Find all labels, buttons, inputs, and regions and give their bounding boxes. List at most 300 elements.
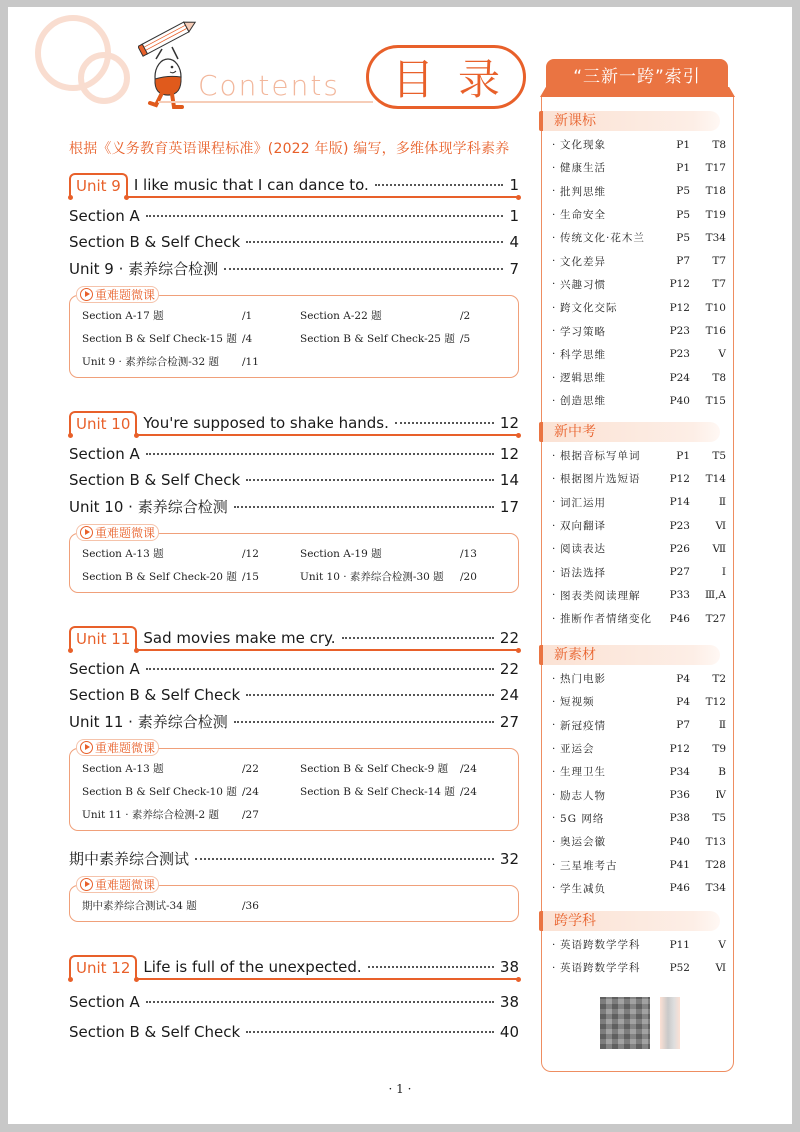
index-item-page: P23 <box>669 348 690 361</box>
unit-tag: Unit 9 <box>69 173 128 197</box>
index-item-name: 双向翻译 <box>560 520 606 533</box>
index-item[interactable] <box>552 444 726 467</box>
page-ref: 4 <box>509 233 519 251</box>
index-item-page: P4 <box>676 695 690 708</box>
index-item-task: T5 <box>712 449 726 462</box>
dot-leader <box>146 668 494 670</box>
bullet-icon: · <box>552 472 556 485</box>
index-item-page: P5 <box>676 185 690 198</box>
index-item-task: T27 <box>705 612 726 625</box>
unit-heading[interactable] <box>69 407 519 435</box>
entry-label: Section B & Self Check <box>69 1023 241 1041</box>
weike-item[interactable] <box>82 757 290 780</box>
page-ref: 12 <box>499 445 519 463</box>
weike-question: Section B & Self Check-20 题 <box>82 571 237 583</box>
dot-leader <box>195 858 494 860</box>
toc-entry[interactable] <box>69 441 519 467</box>
page-title <box>366 45 526 109</box>
page-ref: 17 <box>499 497 519 516</box>
pencil-mascot-icon <box>138 19 200 111</box>
index-item-name: 励志人物 <box>560 789 606 802</box>
toc-entry[interactable] <box>69 203 519 229</box>
bullet-icon: · <box>552 765 556 778</box>
page-ref: 12 <box>499 414 519 432</box>
index-item-task: T8 <box>712 371 726 384</box>
weike-page: /20 <box>460 570 477 583</box>
sidebar-title: “三新一跨”索引 <box>546 59 728 89</box>
page-ref: 32 <box>499 849 519 868</box>
weike-question: Section A-17 题 <box>82 310 164 322</box>
index-item-task: Ⅱ <box>718 719 726 732</box>
weike-title <box>76 739 159 756</box>
index-item[interactable] <box>552 180 726 203</box>
index-item-task: Ⅳ <box>715 789 726 802</box>
index-item-task: Ⅴ <box>718 938 726 951</box>
index-item-page: P46 <box>669 612 690 625</box>
toc-entry[interactable] <box>69 987 519 1017</box>
index-item-name: 健康生活 <box>560 162 606 175</box>
weike-question: Section A-22 题 <box>300 310 382 322</box>
weike-question: Unit 10 · 素养综合检测-30 题 <box>300 571 444 583</box>
page-ref: 27 <box>499 712 519 731</box>
index-item-name: 科学思维 <box>560 348 606 361</box>
weike-box <box>69 878 519 922</box>
dot-leader <box>246 694 494 696</box>
page-number: · 1 · <box>388 1082 412 1096</box>
index-item[interactable] <box>552 956 726 979</box>
index-item-task: Ⅰ <box>721 566 726 579</box>
index-item-name: 词汇运用 <box>560 496 606 509</box>
weike-item[interactable] <box>300 565 508 588</box>
weike-item[interactable] <box>300 757 508 780</box>
dot-leader <box>246 1031 494 1033</box>
index-item[interactable] <box>552 133 726 156</box>
index-item-name: 生命安全 <box>560 209 606 222</box>
entry-label: Section A <box>69 445 140 463</box>
unit-title: Life is full of the unexpected. <box>143 958 362 976</box>
weike-item[interactable] <box>300 327 508 350</box>
toc-entry[interactable] <box>69 845 519 871</box>
weike-item[interactable] <box>300 780 508 803</box>
sidebar-category: 跨学科 <box>542 911 720 931</box>
bullet-icon: · <box>552 672 556 685</box>
entry-label: Section B & Self Check <box>69 471 241 489</box>
toc-unit-11 <box>69 622 519 831</box>
qr-code-label-icon <box>660 997 680 1049</box>
index-item[interactable] <box>552 737 726 760</box>
index-item[interactable] <box>552 807 726 830</box>
index-item[interactable] <box>552 203 726 226</box>
weike-question: Section B & Self Check-14 题 <box>300 786 455 798</box>
bullet-icon: · <box>552 859 556 872</box>
qr-code-icon[interactable] <box>600 997 650 1049</box>
index-item-name: 兴趣习惯 <box>560 278 606 291</box>
index-item-task: T18 <box>705 185 726 198</box>
index-item-page: P5 <box>676 208 690 221</box>
weike-title <box>76 286 159 303</box>
entry-label: Section B & Self Check <box>69 686 241 704</box>
page-ref: 1 <box>509 207 519 225</box>
index-item[interactable] <box>552 607 726 630</box>
index-item-page: P23 <box>669 325 690 338</box>
bullet-icon: · <box>552 449 556 462</box>
index-item[interactable] <box>552 690 726 713</box>
weike-page: /27 <box>242 808 259 821</box>
index-item[interactable] <box>552 783 726 806</box>
index-item[interactable] <box>552 366 726 389</box>
unit-tag: Unit 12 <box>69 955 137 979</box>
page-ref: 14 <box>499 471 519 489</box>
index-item-task: T2 <box>712 672 726 685</box>
entry-label: Unit 10 · 素养综合检测 <box>69 497 228 516</box>
index-item-name: 英语跨数学学科 <box>560 939 641 952</box>
sidebar-list <box>552 667 726 900</box>
weike-item[interactable] <box>82 542 290 565</box>
play-icon <box>80 526 93 539</box>
entry-label: Unit 11 · 素养综合检测 <box>69 712 228 731</box>
weike-question: Section B & Self Check-9 题 <box>300 763 449 775</box>
index-item-task: T7 <box>712 255 726 268</box>
index-item-task: T14 <box>705 472 726 485</box>
page-ref: 24 <box>499 686 519 704</box>
index-item[interactable] <box>552 933 726 956</box>
toc-entry[interactable] <box>69 682 519 708</box>
weike-page: /24 <box>242 785 259 798</box>
index-item-task: T15 <box>705 394 726 407</box>
page-ref: 40 <box>499 1023 519 1041</box>
index-item-task: T34 <box>705 882 726 895</box>
index-item[interactable] <box>552 714 726 737</box>
index-item-page: P7 <box>676 255 690 268</box>
weike-box <box>69 741 519 831</box>
bullet-icon: · <box>552 542 556 555</box>
weike-title-text: 重难题微课 <box>95 526 156 540</box>
index-item[interactable] <box>552 667 726 690</box>
unit-title: Sad movies make me cry. <box>143 629 336 647</box>
dot-leader <box>246 479 494 481</box>
dot-leader <box>342 637 494 639</box>
index-item-page: P23 <box>669 519 690 532</box>
index-item-page: P24 <box>669 371 690 384</box>
index-item-page: P40 <box>669 394 690 407</box>
index-item-name: 生理卫生 <box>560 766 606 779</box>
index-item[interactable] <box>552 560 726 583</box>
index-item[interactable] <box>552 853 726 876</box>
bullet-icon: · <box>552 138 556 151</box>
index-item-page: P1 <box>676 161 690 174</box>
bullet-icon: · <box>552 961 556 974</box>
toc-entry[interactable] <box>69 229 519 255</box>
weike-page: /24 <box>460 762 477 775</box>
index-item-task: T17 <box>705 161 726 174</box>
index-item-page: P1 <box>676 138 690 151</box>
weike-box <box>69 526 519 593</box>
weike-item[interactable] <box>82 327 290 350</box>
weike-title-text: 重难题微课 <box>95 878 156 892</box>
toc-entry[interactable] <box>69 255 519 281</box>
weike-title <box>76 524 159 541</box>
index-item-name: 根据图片选短语 <box>560 473 641 486</box>
index-item-name: 英语跨数学学科 <box>560 962 641 975</box>
toc-entry[interactable] <box>69 656 519 682</box>
index-item-page: P36 <box>669 789 690 802</box>
index-item-page: P12 <box>669 472 690 485</box>
bullet-icon: · <box>552 938 556 951</box>
weike-page: /11 <box>242 355 259 368</box>
index-item-task: T34 <box>705 231 726 244</box>
index-item[interactable] <box>552 296 726 319</box>
index-item[interactable] <box>552 491 726 514</box>
weike-page: /12 <box>242 547 259 560</box>
weike-page: /5 <box>460 332 471 345</box>
dot-leader <box>224 268 503 270</box>
index-item-name: 推断作者情绪变化 <box>560 613 652 626</box>
weike-title-text: 重难题微课 <box>95 288 156 302</box>
sidebar-tab-base <box>540 87 735 97</box>
index-item-name: 阅读表达 <box>560 543 606 556</box>
index-item-page: P34 <box>669 765 690 778</box>
bullet-icon: · <box>552 185 556 198</box>
dot-leader <box>234 506 494 508</box>
index-item-name: 亚运会 <box>560 743 595 756</box>
index-item[interactable] <box>552 343 726 366</box>
unit-underline <box>137 434 519 436</box>
unit-underline <box>137 649 519 651</box>
unit-heading[interactable] <box>69 951 519 979</box>
weike-page: /15 <box>242 570 259 583</box>
toc-entry[interactable] <box>69 1017 519 1047</box>
index-item-task: T12 <box>705 695 726 708</box>
index-item-name: 新冠疫情 <box>560 719 606 732</box>
weike-page: /4 <box>242 332 253 345</box>
weike-item[interactable] <box>300 304 508 327</box>
index-item[interactable] <box>552 877 726 900</box>
index-item[interactable] <box>552 537 726 560</box>
play-icon <box>80 878 93 891</box>
entry-label: Section A <box>69 993 140 1011</box>
index-item-task: T8 <box>712 138 726 151</box>
unit-heading[interactable] <box>69 622 519 650</box>
index-item-page: P46 <box>669 882 690 895</box>
contents-word: Contents <box>198 69 340 102</box>
weike-question: Section B & Self Check-10 题 <box>82 786 237 798</box>
dot-leader <box>375 184 504 186</box>
index-item-name: 5G 网络 <box>560 812 605 825</box>
index-item[interactable] <box>552 514 726 537</box>
unit-underline <box>128 196 519 198</box>
bullet-icon: · <box>552 371 556 384</box>
index-item-name: 热门电影 <box>560 673 606 686</box>
weike-item[interactable] <box>82 894 290 917</box>
index-item-name: 文化现象 <box>560 139 606 152</box>
index-item-task: Ⅴ <box>718 348 726 361</box>
bullet-icon: · <box>552 612 556 625</box>
weike-question: 期中素养综合测试-34 题 <box>82 900 197 912</box>
index-item-name: 传统文化·花木兰 <box>560 232 645 245</box>
index-item-page: P41 <box>669 859 690 872</box>
index-item-name: 逻辑思维 <box>560 372 606 385</box>
weike-question: Section B & Self Check-25 题 <box>300 333 455 345</box>
toc-entry[interactable] <box>69 493 519 519</box>
entry-label: Section A <box>69 660 140 678</box>
index-sidebar <box>541 97 734 1072</box>
weike-page: /1 <box>242 309 253 322</box>
weike-page: /36 <box>242 899 259 912</box>
page-ref: 22 <box>499 660 519 678</box>
dot-leader <box>234 721 494 723</box>
index-item-task: T28 <box>705 859 726 872</box>
weike-item[interactable] <box>82 565 290 588</box>
index-item-page: P5 <box>676 231 690 244</box>
bullet-icon: · <box>552 496 556 509</box>
index-item-page: P38 <box>669 812 690 825</box>
page-ref: 38 <box>499 958 519 976</box>
index-item-name: 语法选择 <box>560 566 606 579</box>
weike-question: Section A-13 题 <box>82 763 164 775</box>
index-item-page: P4 <box>676 672 690 685</box>
unit-title: You're supposed to shake hands. <box>143 414 389 432</box>
entry-label: Section A <box>69 207 140 225</box>
toc-entry[interactable] <box>69 467 519 493</box>
index-item-name: 学生减负 <box>560 882 606 895</box>
bullet-icon: · <box>552 231 556 244</box>
index-item-page: P11 <box>669 938 690 951</box>
weike-box <box>69 288 519 378</box>
unit-heading[interactable] <box>69 169 519 197</box>
index-item-task: Ⅶ <box>712 542 726 555</box>
index-item-page: P7 <box>676 719 690 732</box>
index-item-name: 批判思维 <box>560 185 606 198</box>
page-subtitle: 根据《义务教育英语课程标准》(2022 年版) 编写，多维体现学科素养 <box>69 141 510 157</box>
index-item[interactable] <box>552 156 726 179</box>
index-item-page: P14 <box>669 496 690 509</box>
weike-question: Unit 11 · 素养综合检测-2 题 <box>82 809 219 821</box>
weike-page: /13 <box>460 547 477 560</box>
index-item-task: B <box>718 765 726 778</box>
bullet-icon: · <box>552 742 556 755</box>
index-item-page: P33 <box>669 589 690 602</box>
bullet-icon: · <box>552 325 556 338</box>
weike-page: /2 <box>460 309 471 322</box>
index-item-page: P1 <box>676 449 690 462</box>
sidebar-category: 新素材 <box>542 645 720 665</box>
index-item-task: T5 <box>712 812 726 825</box>
index-item-name: 三星堆考古 <box>560 859 618 872</box>
weike-question: Unit 9 · 素养综合检测-32 题 <box>82 356 219 368</box>
index-item-task: T10 <box>705 301 726 314</box>
entry-label: Section B & Self Check <box>69 233 241 251</box>
unit-tag: Unit 11 <box>69 626 137 650</box>
page-title-char: 目 <box>391 55 434 104</box>
bullet-icon: · <box>552 589 556 602</box>
weike-item[interactable] <box>82 780 290 803</box>
index-item-page: P12 <box>669 278 690 291</box>
bullet-icon: · <box>552 348 556 361</box>
index-item[interactable] <box>552 830 726 853</box>
decorative-circle-small <box>78 52 130 104</box>
weike-item[interactable] <box>82 350 290 373</box>
index-item-name: 根据音标写单词 <box>560 450 641 463</box>
index-item-task: T19 <box>705 208 726 221</box>
index-item[interactable] <box>552 584 726 607</box>
index-item[interactable] <box>552 319 726 342</box>
index-item-name: 创造思维 <box>560 395 606 408</box>
bullet-icon: · <box>552 301 556 314</box>
unit-underline <box>137 978 519 980</box>
index-item[interactable] <box>552 760 726 783</box>
bullet-icon: · <box>552 394 556 407</box>
weike-page: /22 <box>242 762 259 775</box>
weike-question: Section A-19 题 <box>300 548 382 560</box>
sidebar-category: 新中考 <box>542 422 720 442</box>
index-item[interactable] <box>552 389 726 412</box>
unit-title: I like music that I can dance to. <box>133 176 369 194</box>
page-ref: 22 <box>499 629 519 647</box>
index-item-page: P26 <box>669 542 690 555</box>
weike-question: Section B & Self Check-15 题 <box>82 333 237 345</box>
dot-leader <box>246 241 503 243</box>
bullet-icon: · <box>552 789 556 802</box>
bullet-icon: · <box>552 812 556 825</box>
index-item-task: T16 <box>705 325 726 338</box>
entry-label: Unit 9 · 素养综合检测 <box>69 259 219 278</box>
index-item-task: Ⅵ <box>715 519 726 532</box>
bullet-icon: · <box>552 566 556 579</box>
index-item-name: 学习策略 <box>560 325 606 338</box>
document-page <box>8 7 792 1124</box>
weike-item[interactable] <box>82 803 290 826</box>
index-item-page: P12 <box>669 742 690 755</box>
toc-midterm <box>69 845 519 922</box>
index-item-task: Ⅲ,A <box>704 589 726 602</box>
dot-leader <box>395 422 494 424</box>
play-icon <box>80 741 93 754</box>
weike-item[interactable] <box>300 542 508 565</box>
index-item-name: 跨文化交际 <box>560 302 618 315</box>
weike-item[interactable] <box>82 304 290 327</box>
index-item[interactable] <box>552 226 726 249</box>
index-item-page: P52 <box>669 961 690 974</box>
page-title-char: 录 <box>458 55 501 104</box>
bullet-icon: · <box>552 695 556 708</box>
page-ref: 1 <box>509 176 519 194</box>
unit-tag: Unit 10 <box>69 411 137 435</box>
bullet-icon: · <box>552 278 556 291</box>
dot-leader <box>368 966 494 968</box>
index-item-page: P27 <box>669 566 690 579</box>
page-ref: 7 <box>509 259 519 278</box>
dot-leader <box>146 453 494 455</box>
sidebar-category: 新课标 <box>542 111 720 131</box>
index-item-page: P40 <box>669 835 690 848</box>
dot-leader <box>146 215 504 217</box>
sidebar-list <box>552 933 726 980</box>
index-item[interactable] <box>552 467 726 490</box>
toc-unit-9 <box>69 169 519 378</box>
index-item-name: 短视频 <box>560 696 595 709</box>
bullet-icon: · <box>552 161 556 174</box>
toc-entry[interactable] <box>69 708 519 734</box>
index-item-page: P12 <box>669 301 690 314</box>
index-item[interactable] <box>552 273 726 296</box>
index-item-task: T9 <box>712 742 726 755</box>
index-item-task: Ⅵ <box>715 961 726 974</box>
index-item[interactable] <box>552 249 726 272</box>
sidebar-list <box>552 444 726 630</box>
toc-unit-10 <box>69 407 519 593</box>
bullet-icon: · <box>552 519 556 532</box>
bullet-icon: · <box>552 835 556 848</box>
